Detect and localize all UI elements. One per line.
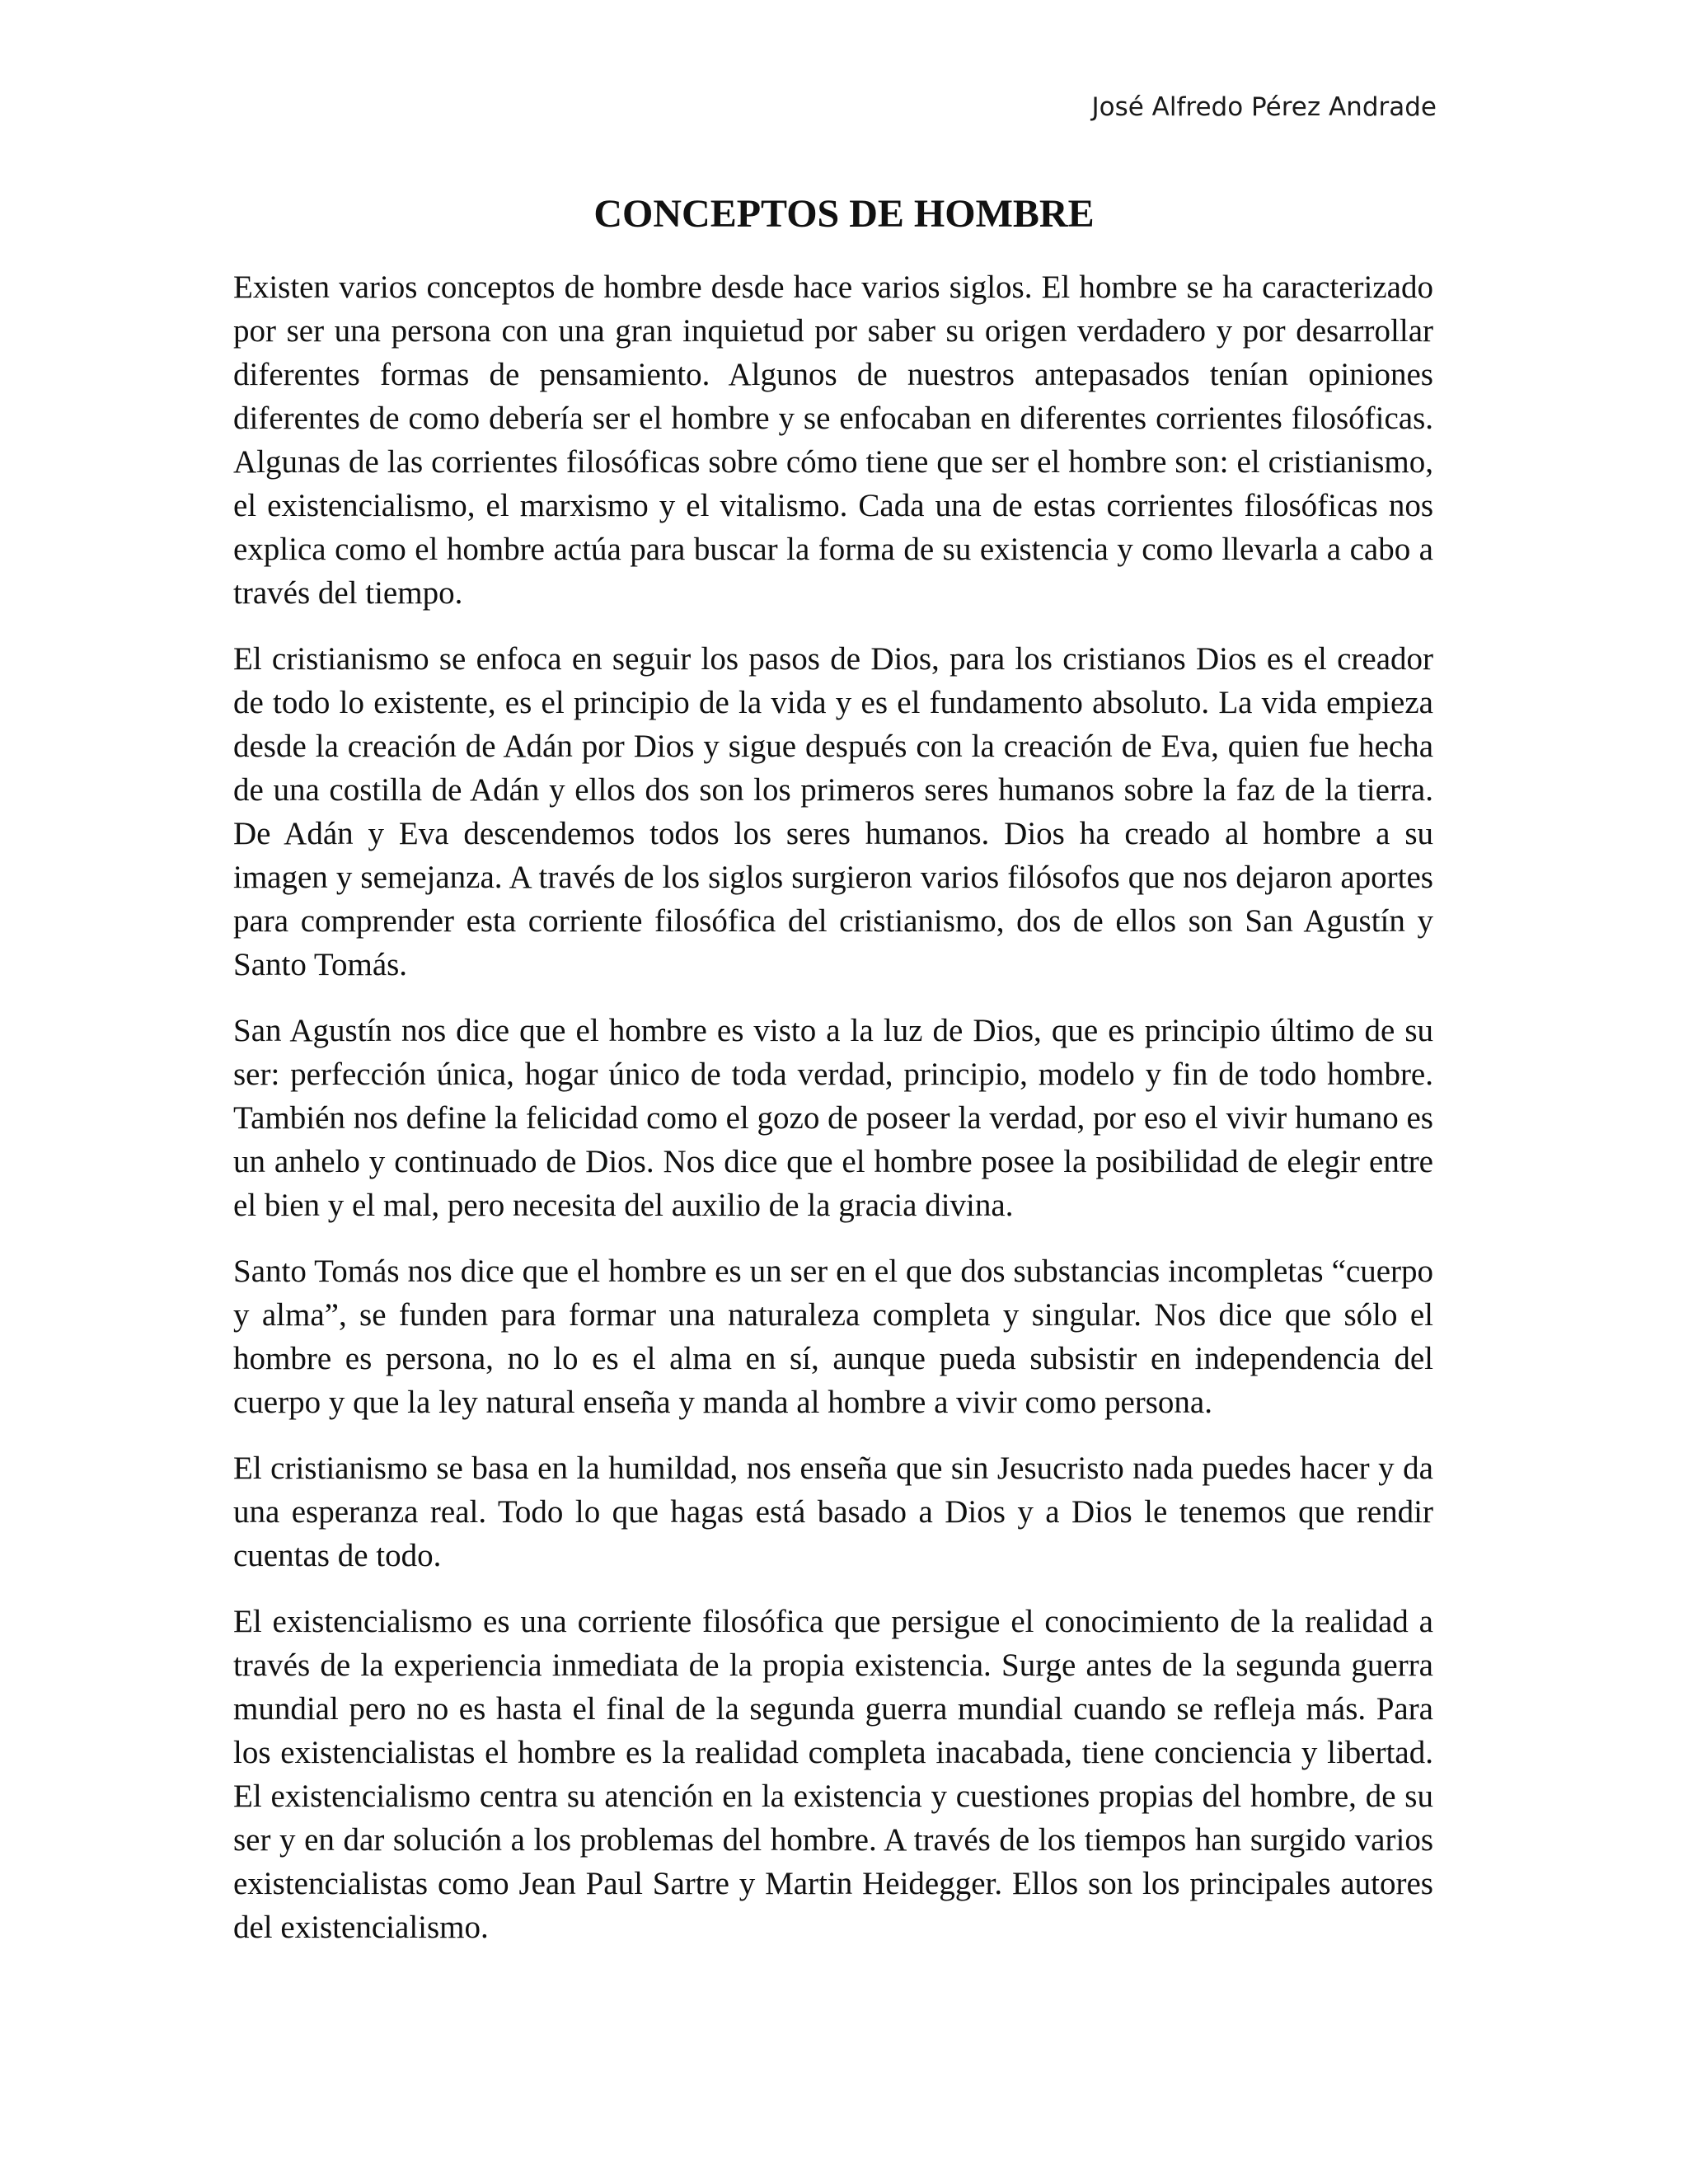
- paragraph-5: El cristianismo se basa en la humildad, nos enseña que sin Jesucristo nada puedes hacer y da una esperanza real. Todo lo que hagas está basado a Dios y a Dios le tenemos que rendir cuentas de todo.: [233, 1451, 1433, 1573]
- paragraph-6: El existencialismo es una corriente filosófica que persigue el conocimiento de la realidad a través de la experiencia inmediata de la propia existencia. Surge antes de la segunda guerra mundial pero no es hasta el final de la segunda guerra mundial cuando se refleja más. Para los existencialistas el hombre es la realidad completa inacabada, tiene conciencia y libertad. El existencialismo centra su atención en la existencia y cuestiones propias del hombre, de su ser y en dar solución a los problemas del hombre. A través de los tiempos han surgido varios existencialistas como Jean Paul Sartre y Martin Heidegger. Ellos son los principales autores del existencialismo.: [233, 1604, 1433, 1945]
- document-body: [233, 265, 1433, 1971]
- paragraph-4: Santo Tomás nos dice que el hombre es un ser en el que dos substancias incompletas “cuerpo y alma”, se funden para formar una naturaleza completa y singular. Nos dice que sólo el hombre es persona, no lo es el alma en sí, aunque pueda subsistir en independencia del cuerpo y que la ley natural enseña y manda al hombre a vivir como persona.: [233, 1254, 1433, 1420]
- paragraph-2: El cristianismo se enfoca en seguir los pasos de Dios, para los cristianos Dios es el creador de todo lo existente, es el principio de la vida y es el fundamento absoluto. La vida empieza desde la creación de Adán por Dios y sigue después con la creación de Eva, quien fue hecha de una costilla de Adán y ellos dos son los primeros seres humanos sobre la faz de la tierra. De Adán y Eva descendemos todos los seres humanos. Dios ha creado al hombre a su imagen y semejanza. A través de los siglos surgieron varios filósofos que nos dejaron aportes para comprender esta corriente filosófica del cristianismo, dos de ellos son San Agustín y Santo Tomás.: [233, 641, 1433, 982]
- paragraph-1: Existen varios conceptos de hombre desde hace varios siglos. El hombre se ha caracterizado por ser una persona con una gran inquietud por saber su origen verdadero y por desarrollar diferentes formas de pensamiento. Algunos de nuestros antepasados tenían opiniones diferentes de como debería ser el hombre y se enfocaban en diferentes corrientes filosóficas. Algunas de las corrientes filosóficas sobre cómo tiene que ser el hombre son: el cristianismo, el existencialismo, el marxismo y el vitalismo. Cada una de estas corrientes filosóficas nos explica como el hombre actúa para buscar la forma de su existencia y como llevarla a cabo a través del tiempo.: [233, 269, 1433, 611]
- document-title: CONCEPTOS DE HOMBRE: [593, 192, 1095, 236]
- header-author: José Alfredo Pérez Andrade: [1091, 92, 1437, 122]
- paragraph-3: San Agustín nos dice que el hombre es visto a la luz de Dios, que es principio último de su ser: perfección única, hogar único de toda verdad, principio, modelo y fin de todo hombre. También nos define la felicidad como el gozo de poseer la verdad, por eso el vivir humano es un anhelo y continuado de Dios. Nos dice que el hombre posee la posibilidad de elegir entre el bien y el mal, pero necesita del auxilio de la gracia divina.: [233, 1013, 1433, 1223]
